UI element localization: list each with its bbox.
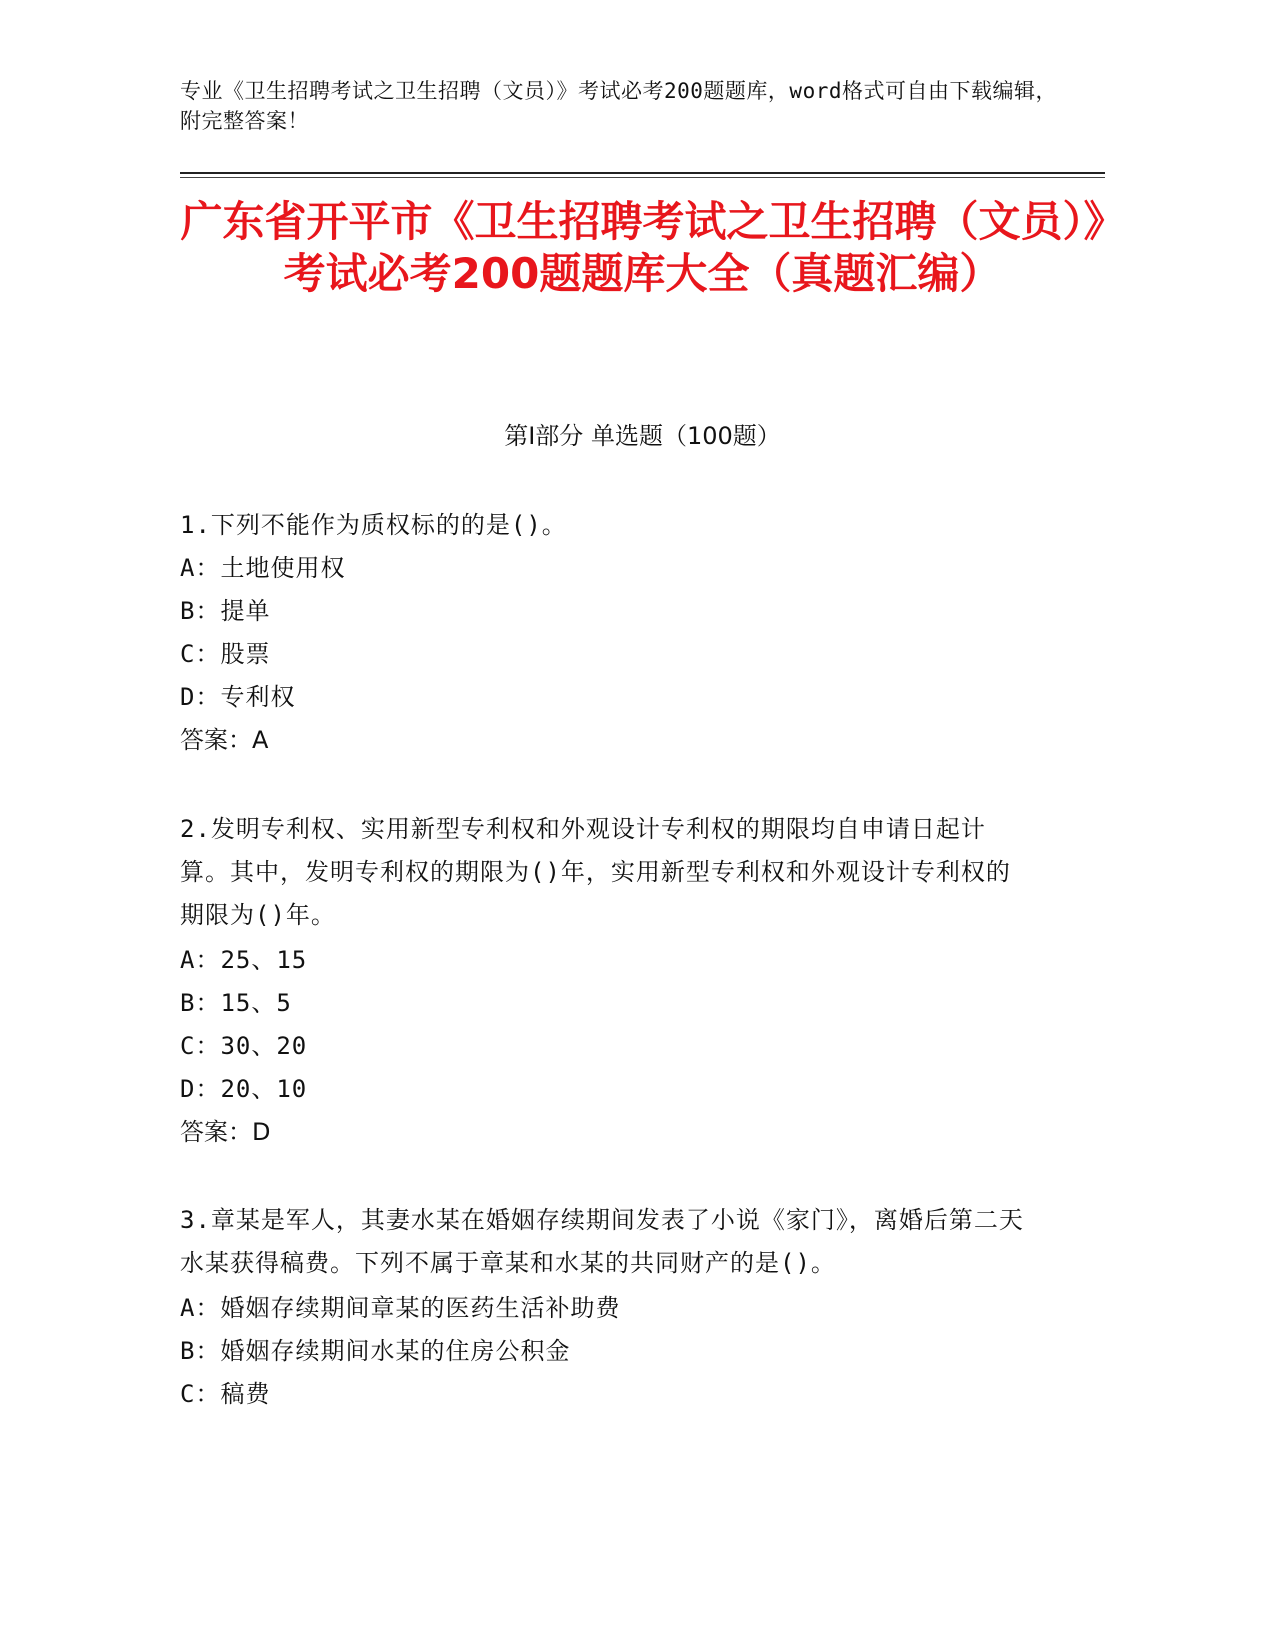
question-2-option-c: C：30、20 [180, 1032, 308, 1060]
question-2-answer: 答案：D [180, 1118, 271, 1146]
question-3-text: 3.章某是军人，其妻水某在婚姻存续期间发表了小说《家门》，离婚后第二天水某获得稿费。下列不属于章某和水某的共同财产的是()。 [180, 1206, 1024, 1277]
question-2-option-b: B：15、5 [180, 989, 292, 1017]
question-1-option-d: D：专利权 [180, 683, 296, 711]
document-title: 广东省开平市《卫生招聘考试之卫生招聘（文员）》考试必考200题题库大全（真题汇编） [180, 197, 1105, 298]
header-divider-thick [180, 172, 1105, 174]
question-2-text: 2.发明专利权、实用新型专利权和外观设计专利权的期限均自申请日起计算。其中，发明专利权的期限为()年，实用新型专利权和外观设计专利权的期限为()年。 [180, 815, 1011, 929]
section-title: 第Ⅰ部分 单选题（100题） [504, 422, 781, 450]
question-2-option-d: D：20、10 [180, 1075, 308, 1103]
question-2-option-a: A：25、15 [180, 946, 308, 974]
question-3-option-b: B：婚姻存续期间水某的住房公积金 [180, 1337, 571, 1365]
question-1-text: 1.下列不能作为质权标的的是()。 [180, 511, 567, 539]
header-note: 专业《卫生招聘考试之卫生招聘（文员）》考试必考200题题库，word格式可自由下载编辑，附完整答案！ [180, 79, 1057, 133]
question-1-option-b: B：提单 [180, 597, 271, 625]
question-3-option-a: A：婚姻存续期间章某的医药生活补助费 [180, 1294, 621, 1322]
question-1-answer: 答案：A [180, 726, 269, 754]
question-1-option-c: C：股票 [180, 640, 271, 668]
question-3-option-c: C：稿费 [180, 1380, 271, 1408]
question-1-option-a: A：土地使用权 [180, 554, 346, 582]
header-divider-thin [180, 177, 1105, 178]
